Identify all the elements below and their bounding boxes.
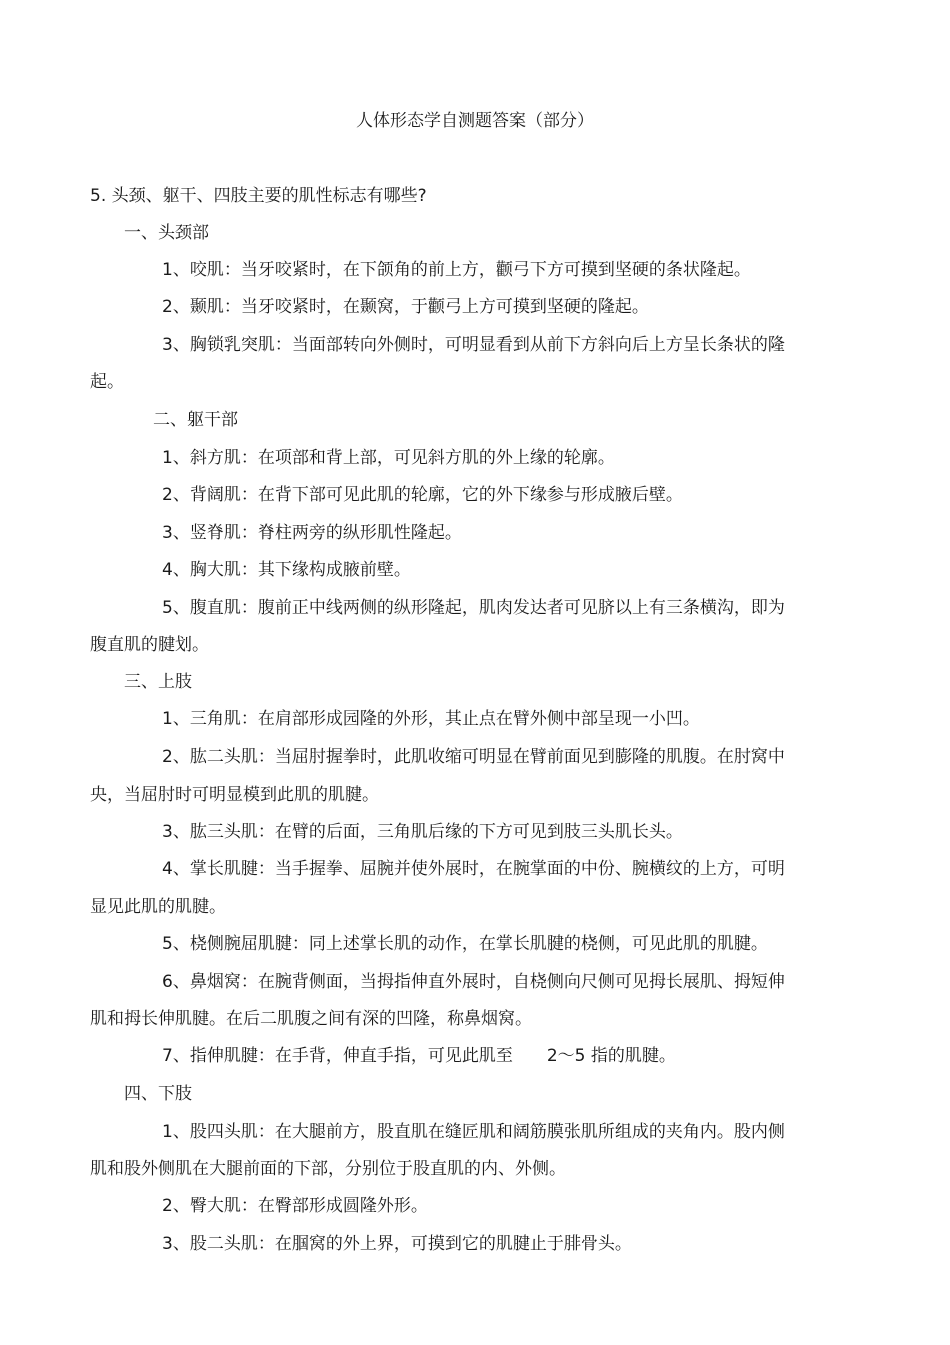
item-rectus-abdominis: 5、腹直肌：腹前正中线两侧的纵形隆起，肌肉发达者可见脐以上有三条横沟，即为 (162, 598, 785, 618)
item-temporalis: 2、颞肌：当牙咬紧时，在颞窝，于颧弓上方可摸到坚硬的隆起。 (162, 297, 649, 317)
item-extensor-digitorum-text: 7、指伸肌腱：在手背，伸直手指，可见此肌至 (162, 1046, 513, 1066)
item-extensor-digitorum-text2: 2～5 指的肌腱。 (546, 1046, 676, 1066)
section-heading-upper-limb: 三、上肢 (124, 672, 192, 692)
item-deltoid: 1、三角肌：在肩部形成园隆的外形，其止点在臂外侧中部呈现一小凹。 (162, 709, 700, 729)
item-biceps-femoris: 3、股二头肌：在腘窝的外上界，可摸到它的肌腱止于腓骨头。 (162, 1234, 632, 1254)
item-erector-spinae: 3、竖脊肌：脊柱两旁的纵形肌性隆起。 (162, 523, 462, 543)
section-heading-lower-limb: 四、下肢 (124, 1084, 192, 1104)
item-palmaris-longus: 4、掌长肌腱：当手握拳、屈腕并使外展时，在腕掌面的中份、腕横纹的上方，可明 (162, 859, 785, 879)
item-palmaris-longus-cont: 显见此肌的肌腱。 (90, 897, 226, 917)
question-text: 5. 头颈、躯干、四肢主要的肌性标志有哪些? (90, 186, 427, 206)
item-gluteus-maximus: 2、臀大肌：在臀部形成圆隆外形。 (162, 1196, 428, 1216)
item-sternocleidomastoid: 3、胸锁乳突肌：当面部转向外侧时，可明显看到从前下方斜向后上方呈长条状的隆 (162, 335, 785, 355)
item-flexor-carpi-radialis: 5、桡侧腕屈肌腱：同上述掌长肌的动作，在掌长肌腱的桡侧，可见此肌的肌腱。 (162, 934, 768, 954)
item-snuffbox-cont: 肌和拇长伸肌腱。在后二肌腹之间有深的凹隆，称鼻烟窝。 (90, 1009, 532, 1029)
item-trapezius: 1、斜方肌：在项部和背上部，可见斜方肌的外上缘的轮廓。 (162, 448, 615, 468)
item-quadriceps-cont: 肌和股外侧肌在大腿前面的下部，分别位于股直肌的内、外侧。 (90, 1159, 566, 1179)
item-sternocleidomastoid-cont: 起。 (90, 372, 124, 392)
item-pectoralis-major: 4、胸大肌：其下缘构成腋前壁。 (162, 560, 411, 580)
document-title: 人体形态学自测题答案（部分） (356, 111, 594, 131)
item-masseter: 1、咬肌：当牙咬紧时，在下颌角的前上方，颧弓下方可摸到坚硬的条状隆起。 (162, 260, 751, 280)
item-triceps-brachii: 3、肱三头肌：在臂的后面，三角肌后缘的下方可见到肢三头肌长头。 (162, 822, 683, 842)
item-rectus-abdominis-cont: 腹直肌的腱划。 (90, 635, 209, 655)
item-quadriceps: 1、股四头肌：在大腿前方，股直肌在缝匠肌和阔筋膜张肌所组成的夹角内。股内侧 (162, 1122, 785, 1142)
item-snuffbox: 6、鼻烟窝：在腕背侧面，当拇指伸直外展时，自桡侧向尺侧可见拇长展肌、拇短伸 (162, 972, 785, 992)
item-latissimus-dorsi: 2、背阔肌：在背下部可见此肌的轮廓，它的外下缘参与形成腋后壁。 (162, 485, 683, 505)
section-heading-head-neck: 一、头颈部 (124, 223, 209, 243)
section-heading-trunk: 二、躯干部 (153, 410, 238, 430)
item-biceps-brachii-cont: 央，当屈肘时可明显模到此肌的肌腱。 (90, 785, 379, 805)
item-biceps-brachii: 2、肱二头肌：当屈肘握拳时，此肌收缩可明显在臂前面见到膨隆的肌腹。在肘窝中 (162, 747, 785, 767)
item-extensor-digitorum (162, 1044, 676, 1068)
